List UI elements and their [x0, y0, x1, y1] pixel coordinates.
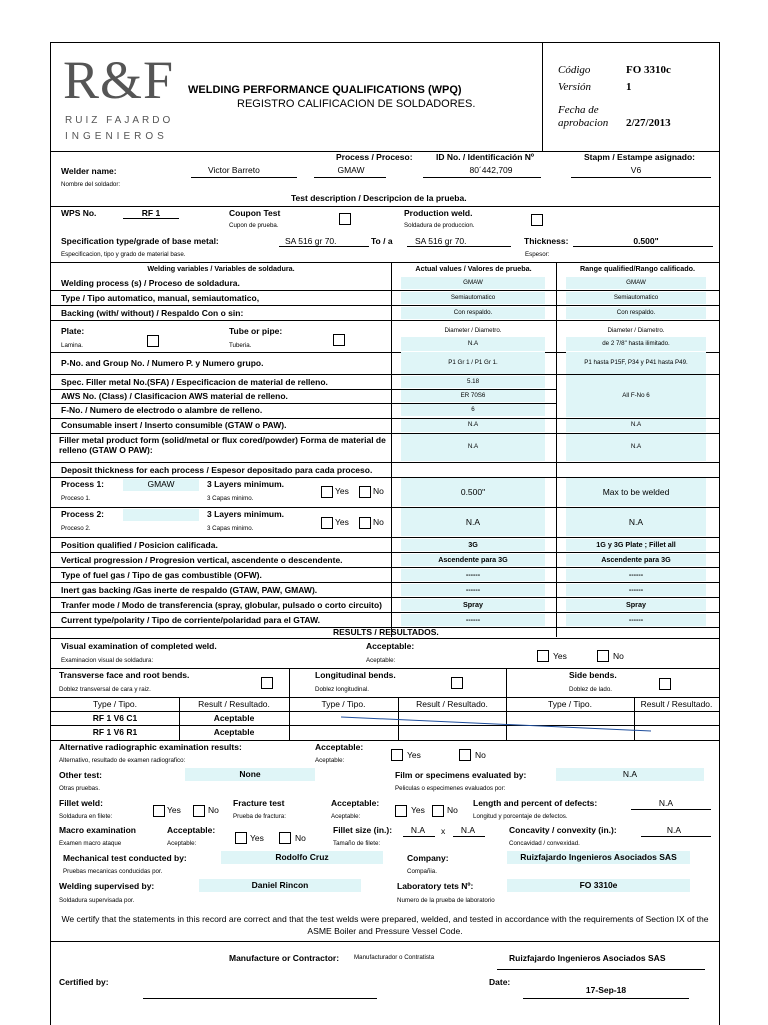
lab-sub: Numero de la prueba de laboratorio	[397, 897, 495, 904]
test-description: Test description / Descripcion de la prueba.	[291, 193, 467, 203]
row-range: ------	[628, 585, 644, 595]
row-divider	[51, 305, 719, 306]
row-actual: ------	[465, 570, 481, 580]
film-value: N.A	[622, 769, 638, 780]
filler-label: Spec. Filler metal No.(SFA) / Especificacion de material de relleno.	[61, 377, 328, 387]
certify-statement: We certify that the statements in this record are correct and that the test welds were prepared, welded, and tested in accordance with the requirements of Section IX of the ASME Boiler and Pressure Vessel Code.	[61, 914, 709, 936]
pipe-sub: Tuberia.	[229, 342, 252, 349]
macro-yes-checkbox[interactable]	[235, 832, 247, 844]
thickness-value: 0.500"	[633, 236, 659, 246]
range-header: Range qualified/Rango calificado.	[579, 263, 696, 273]
process2-yes-checkbox[interactable]	[321, 517, 333, 529]
plate-sub: Lamina.	[61, 342, 84, 349]
fracture-label: Fracture test	[233, 798, 285, 808]
variable-actual: Con respaldo.	[453, 308, 493, 316]
row-divider	[51, 582, 719, 583]
fecha-value: 2/27/2013	[626, 117, 671, 129]
process1-no: No	[373, 486, 384, 496]
form-range: N.A	[630, 443, 642, 451]
fillet-size-label: Fillet size (in.):	[333, 825, 393, 835]
process1-layers: 3 Layers minimum.	[207, 479, 285, 489]
row-range: ------	[628, 615, 644, 625]
row-actual: Spray	[463, 600, 483, 610]
fracture-acceptable: Acceptable:	[331, 798, 380, 808]
row-label: Inert gas backing /Gas inerte de respaldo (GTAW, PAW, GMAW).	[61, 585, 318, 595]
visual-sub: Examinacion visual de soldadura:	[61, 657, 154, 664]
row-divider	[51, 612, 719, 613]
spec-sub: Especificacion, tipo y grado de material base.	[61, 251, 186, 258]
visual-no-checkbox[interactable]	[597, 650, 609, 662]
bend-row-2-result: Aceptable	[213, 727, 255, 738]
stamp-label: Stapm / Estampe asignado:	[584, 152, 695, 162]
codigo-label: Código	[558, 64, 591, 76]
row-range: 1G y 3G Plate ; Fillet all	[596, 540, 676, 550]
company-logo	[63, 49, 173, 145]
row-label: Tranfer mode / Modo de transferencia (spray, globular, pulsado o corto circuito)	[61, 600, 383, 610]
welder-name-sub: Nombre del soldador:	[61, 181, 121, 188]
production-label: Production weld.	[404, 208, 473, 218]
company-value: Ruizfajardo Ingenieros Asociados SAS	[520, 852, 677, 863]
variable-actual: GMAW	[463, 278, 483, 286]
row-divider	[51, 567, 719, 568]
process1-no-checkbox[interactable]	[359, 486, 371, 498]
id-value: 80´442,709	[469, 165, 513, 175]
length-sub: Longitud y porcentaje de defectos.	[473, 813, 568, 820]
certified-by-label: Certified by:	[59, 977, 109, 987]
macro-sub: Examen macro ataque	[59, 840, 122, 847]
row-range: ------	[628, 570, 644, 580]
other-test-label: Other test:	[59, 770, 102, 780]
variable-range: Semiautomatico	[613, 293, 659, 301]
certified-by-line	[143, 998, 377, 999]
visual-acceptable: Acceptable:	[366, 641, 415, 651]
fillet-sub: Soldadura en filete:	[59, 813, 113, 820]
variable-label: Backing (with/ without) / Respaldo Con o sin:	[61, 308, 244, 318]
radio-yes: Yes	[407, 750, 421, 760]
side-sub: Doblez de lado.	[569, 686, 612, 693]
supervised-sub: Soldadura supervisada por.	[59, 897, 135, 904]
row-divider	[51, 320, 719, 321]
variable-label: Welding process (s) / Proceso de soldadura.	[61, 278, 240, 288]
process2-label: Process 2:	[61, 509, 104, 519]
other-test-value: None	[239, 769, 261, 780]
process1-yes-checkbox[interactable]	[321, 486, 333, 498]
welder-name-label: Welder name:	[61, 166, 117, 176]
row-divider	[51, 552, 719, 553]
fracture-yes: Yes	[411, 805, 425, 815]
filler-range: All F-No 6	[622, 391, 650, 399]
process1-value: GMAW	[147, 479, 175, 489]
coupon-checkbox[interactable]	[339, 213, 351, 225]
bends-result-header-3: Result / Resultado.	[640, 698, 713, 709]
process-label: Process / Proceso:	[336, 152, 413, 162]
fracture-no-checkbox[interactable]	[432, 805, 444, 817]
longitudinal-checkbox[interactable]	[451, 677, 463, 689]
version-value: 1	[626, 81, 632, 93]
consumable-label: Consumable insert / Inserto consumible (GTAW o PAW).	[61, 420, 287, 430]
row-actual: ------	[465, 585, 481, 595]
radio-no: No	[475, 750, 486, 760]
plate-label: Plate:	[61, 326, 85, 336]
logo-line2: INGENIEROS	[65, 131, 168, 142]
process2-range: N.A	[628, 516, 644, 527]
plate-checkbox[interactable]	[147, 335, 159, 347]
fillet-size-sub: Tamaño de filete:	[333, 840, 381, 847]
mech-label: Mechanical test conducted by:	[63, 853, 187, 863]
row-actual: ------	[465, 615, 481, 625]
row-divider	[51, 290, 719, 291]
concavity-label: Concavity / convexity (in.):	[509, 825, 617, 835]
manufacturer-label: Manufacture or Contractor:	[229, 953, 340, 963]
process1-actual: 0.500"	[460, 486, 486, 497]
mech-sub: Pruebas mecanicas conducidas por.	[63, 868, 163, 875]
form-title: WELDING PERFORMANCE QUALIFICATIONS (WPQ)	[188, 84, 462, 96]
plate-actual-top: Diameter / Diametro.	[444, 326, 502, 334]
bends-type-header-2: Type / Tipo.	[321, 698, 366, 709]
wps-label: WPS No.	[61, 208, 97, 218]
process1-label: Process 1:	[61, 479, 104, 489]
film-sub: Peliculas o especimenes evaluados por:	[395, 785, 506, 792]
row-label: Position qualified / Posicion calificada.	[61, 540, 218, 550]
bend-row-1-result: Aceptable	[213, 713, 255, 724]
strike-line	[341, 715, 661, 735]
process2-yes: Yes	[335, 517, 349, 527]
filler-actual: 5.18	[466, 377, 480, 385]
pipe-label: Tube or pipe:	[229, 326, 283, 336]
variable-label: Type / Tipo automatico, manual, semiautomatico,	[61, 293, 260, 303]
radio-label: Alternative radiographic examination results:	[59, 742, 242, 752]
macro-no: No	[295, 833, 306, 843]
supervised-value: Daniel Rincon	[251, 880, 309, 891]
visual-yes: Yes	[553, 651, 567, 661]
variables-header: Welding variables / Variables de soldadura.	[147, 263, 295, 273]
lab-value: FO 3310e	[579, 880, 618, 891]
macro-acceptable: Acceptable:	[167, 825, 216, 835]
form-subtitle: REGISTRO CALIFICACION DE SOLDADORES.	[237, 98, 476, 110]
transverse-label: Transverse face and root bends.	[59, 670, 190, 680]
filler-actual: ER 70S6	[460, 391, 486, 399]
radio-acceptable: Acceptable:	[315, 742, 364, 752]
filler-form-label: Filler metal product form (solid/metal or flux cored/powder) Forma de material de relleno (GTAW O PAW):	[59, 435, 386, 455]
fracture-yes-checkbox[interactable]	[395, 805, 407, 817]
results-title: RESULTS / RESULTADOS.	[333, 627, 439, 637]
process2-layers: 3 Layers minimum.	[207, 509, 285, 519]
side-label: Side bends.	[569, 670, 617, 680]
manufacturer-sub: Manufacturador o Contratista	[354, 954, 435, 961]
welder-name-value: Victor Barreto	[208, 165, 260, 175]
fillet-size-x: x	[441, 826, 446, 836]
plate-range-value: de 2 7/8" hasta ilimitado.	[602, 339, 670, 347]
fillet-size-a: N.A	[410, 825, 426, 835]
longitudinal-sub: Doblez longitudinal.	[315, 686, 370, 693]
macro-label: Macro examination	[59, 825, 136, 835]
production-sub: Soldadura de produccion.	[404, 222, 475, 229]
other-test-sub: Otras pruebas.	[59, 785, 100, 792]
process2-layers-sub: 3 Capas minimo.	[207, 525, 254, 532]
radio-no-checkbox[interactable]	[459, 749, 471, 761]
coupon-sub: Cupon de prueba.	[229, 222, 279, 229]
spec-label: Specification type/grade of base metal:	[61, 236, 219, 246]
filler-label: F-No. / Numero de electrodo o alambre de relleno.	[61, 405, 263, 415]
row-actual: 3G	[468, 540, 478, 550]
radio-yes-checkbox[interactable]	[391, 749, 403, 761]
manufacturer-value: Ruizfajardo Ingenieros Asociados SAS	[509, 953, 666, 963]
date-label: Date:	[489, 977, 511, 987]
date-value: 17-Sep-18	[585, 985, 627, 995]
variable-range: GMAW	[626, 278, 646, 286]
row-label: Type of fuel gas / Tipo de gas combustible (OFW).	[61, 570, 262, 580]
fillet-size-b: N.A	[460, 825, 476, 835]
fillet-no-checkbox[interactable]	[193, 805, 205, 817]
thickness-sub: Espesor:	[525, 251, 550, 258]
fecha-label2: aprobacion	[558, 117, 609, 129]
film-label: Film or specimens evaluated by:	[395, 770, 527, 780]
transverse-sub: Doblez transversal de cara y raiz.	[59, 686, 151, 693]
bend-row-1-type: RF 1 V6 C1	[92, 713, 138, 724]
visual-no: No	[613, 651, 624, 661]
lab-label: Laboratory tets Nº:	[397, 881, 474, 891]
consumable-actual: N.A	[467, 421, 479, 429]
length-value: N.A	[658, 798, 674, 808]
fracture-no: No	[447, 805, 458, 815]
logo-line1: RUIZ FAJARDO	[65, 115, 174, 126]
stamp-value: V6	[630, 165, 642, 175]
coupon-label: Coupon Test	[229, 208, 281, 218]
macro-acceptable-sub: Aceptable:	[167, 840, 197, 847]
variable-actual: Semiautomatico	[450, 293, 496, 301]
plate-actual-value: N.A	[467, 339, 479, 347]
length-label: Length and percent of defects:	[473, 798, 598, 808]
supervised-label: Welding supervised by:	[59, 881, 155, 891]
production-checkbox[interactable]	[531, 214, 543, 226]
transverse-checkbox[interactable]	[261, 677, 273, 689]
macro-no-checkbox[interactable]	[279, 832, 291, 844]
row-actual: Ascendente para 3G	[438, 555, 508, 565]
pno-actual: P1 Gr 1 / P1 Gr 1.	[448, 358, 498, 366]
process1-sub: Proceso 1.	[61, 495, 91, 502]
row-divider	[51, 597, 719, 598]
wps-value: RF 1	[141, 208, 161, 218]
variable-range: Con respaldo.	[616, 308, 656, 316]
fracture-sub: Prueba de fractura:	[233, 813, 286, 820]
process1-yes: Yes	[335, 486, 349, 496]
deposit-label: Deposit thickness for each process / Espesor depositado para cada proceso.	[61, 465, 373, 475]
concavity-sub: Concavidad / convexidad.	[509, 840, 580, 847]
row-range: Ascendente para 3G	[601, 555, 671, 565]
version-label: Versión	[558, 81, 591, 93]
pipe-checkbox[interactable]	[333, 334, 345, 346]
process-value: GMAW	[337, 165, 365, 175]
visual-label: Visual examination of completed weld.	[61, 641, 217, 651]
codigo-value: FO 3310c	[626, 64, 671, 76]
consumable-range: N.A	[630, 421, 642, 429]
bend-row-2-type: RF 1 V6 R1	[92, 727, 138, 738]
row-range: Spray	[626, 600, 646, 610]
filler-label: AWS No. (Class) / Clasificacion AWS material de relleno.	[61, 391, 288, 401]
logo-mark: R&F	[63, 50, 175, 110]
fillet-yes-checkbox[interactable]	[153, 805, 165, 817]
process2-no-checkbox[interactable]	[359, 517, 371, 529]
process2-no: No	[373, 517, 384, 527]
fillet-yes: Yes	[167, 805, 181, 815]
visual-acceptable-sub: Aceptable:	[366, 657, 396, 664]
company-label: Company:	[407, 853, 449, 863]
radio-acceptable-sub: Aceptable:	[315, 757, 345, 764]
wpq-form	[50, 42, 720, 1025]
to-label: To / a	[371, 236, 393, 246]
longitudinal-label: Longitudinal bends.	[315, 670, 396, 680]
bends-result-header-1: Result / Resultado.	[198, 698, 270, 709]
concavity-value: N.A	[666, 825, 682, 835]
radio-sub: Alternativo, resultado de examen radiografico:	[59, 757, 186, 764]
fracture-acceptable-sub: Aceptable:	[331, 813, 361, 820]
plate-range-top: Diameter / Diametro.	[607, 326, 665, 334]
pno-label: P-No. and Group No. / Numero P. y Numero grupo.	[61, 358, 264, 368]
fillet-label: Fillet weld:	[59, 798, 103, 808]
process1-range: Max to be welded	[602, 486, 670, 497]
spec-to: SA 516 gr 70.	[415, 236, 467, 246]
row-label: Vertical progression / Progresion vertical, ascendente o descendente.	[61, 555, 343, 565]
macro-yes: Yes	[250, 833, 264, 843]
process1-layers-sub: 3 Capas minimo.	[207, 495, 254, 502]
spec-from: SA 516 gr 70.	[285, 236, 337, 246]
mech-value: Rodolfo Cruz	[275, 852, 329, 863]
bends-type-header-3: Type / Tipo.	[548, 698, 592, 709]
process2-actual: N.A	[465, 516, 481, 527]
bends-type-header-1: Type / Tipo.	[93, 698, 137, 709]
form-actual: N.A	[467, 443, 479, 451]
company-sub: Compañia.	[407, 868, 437, 875]
fecha-label: Fecha de	[558, 104, 599, 116]
bends-result-header-2: Result / Resultado.	[416, 698, 488, 709]
row-divider	[51, 627, 719, 628]
fillet-no: No	[208, 805, 219, 815]
visual-yes-checkbox[interactable]	[537, 650, 549, 662]
thickness-label: Thickness:	[524, 236, 569, 246]
row-label: Current type/polarity / Tipo de corriente/polaridad para el GTAW.	[61, 615, 320, 625]
id-label: ID No. / Identificación Nº	[436, 152, 535, 162]
side-checkbox[interactable]	[659, 678, 671, 690]
process2-sub: Proceso 2.	[61, 525, 91, 532]
pno-range: P1 hasta P15F, P34 y P41 hasta P49.	[584, 358, 688, 366]
actual-values-header: Actual values / Valores de prueba.	[415, 263, 532, 273]
filler-actual: 6	[471, 405, 475, 413]
